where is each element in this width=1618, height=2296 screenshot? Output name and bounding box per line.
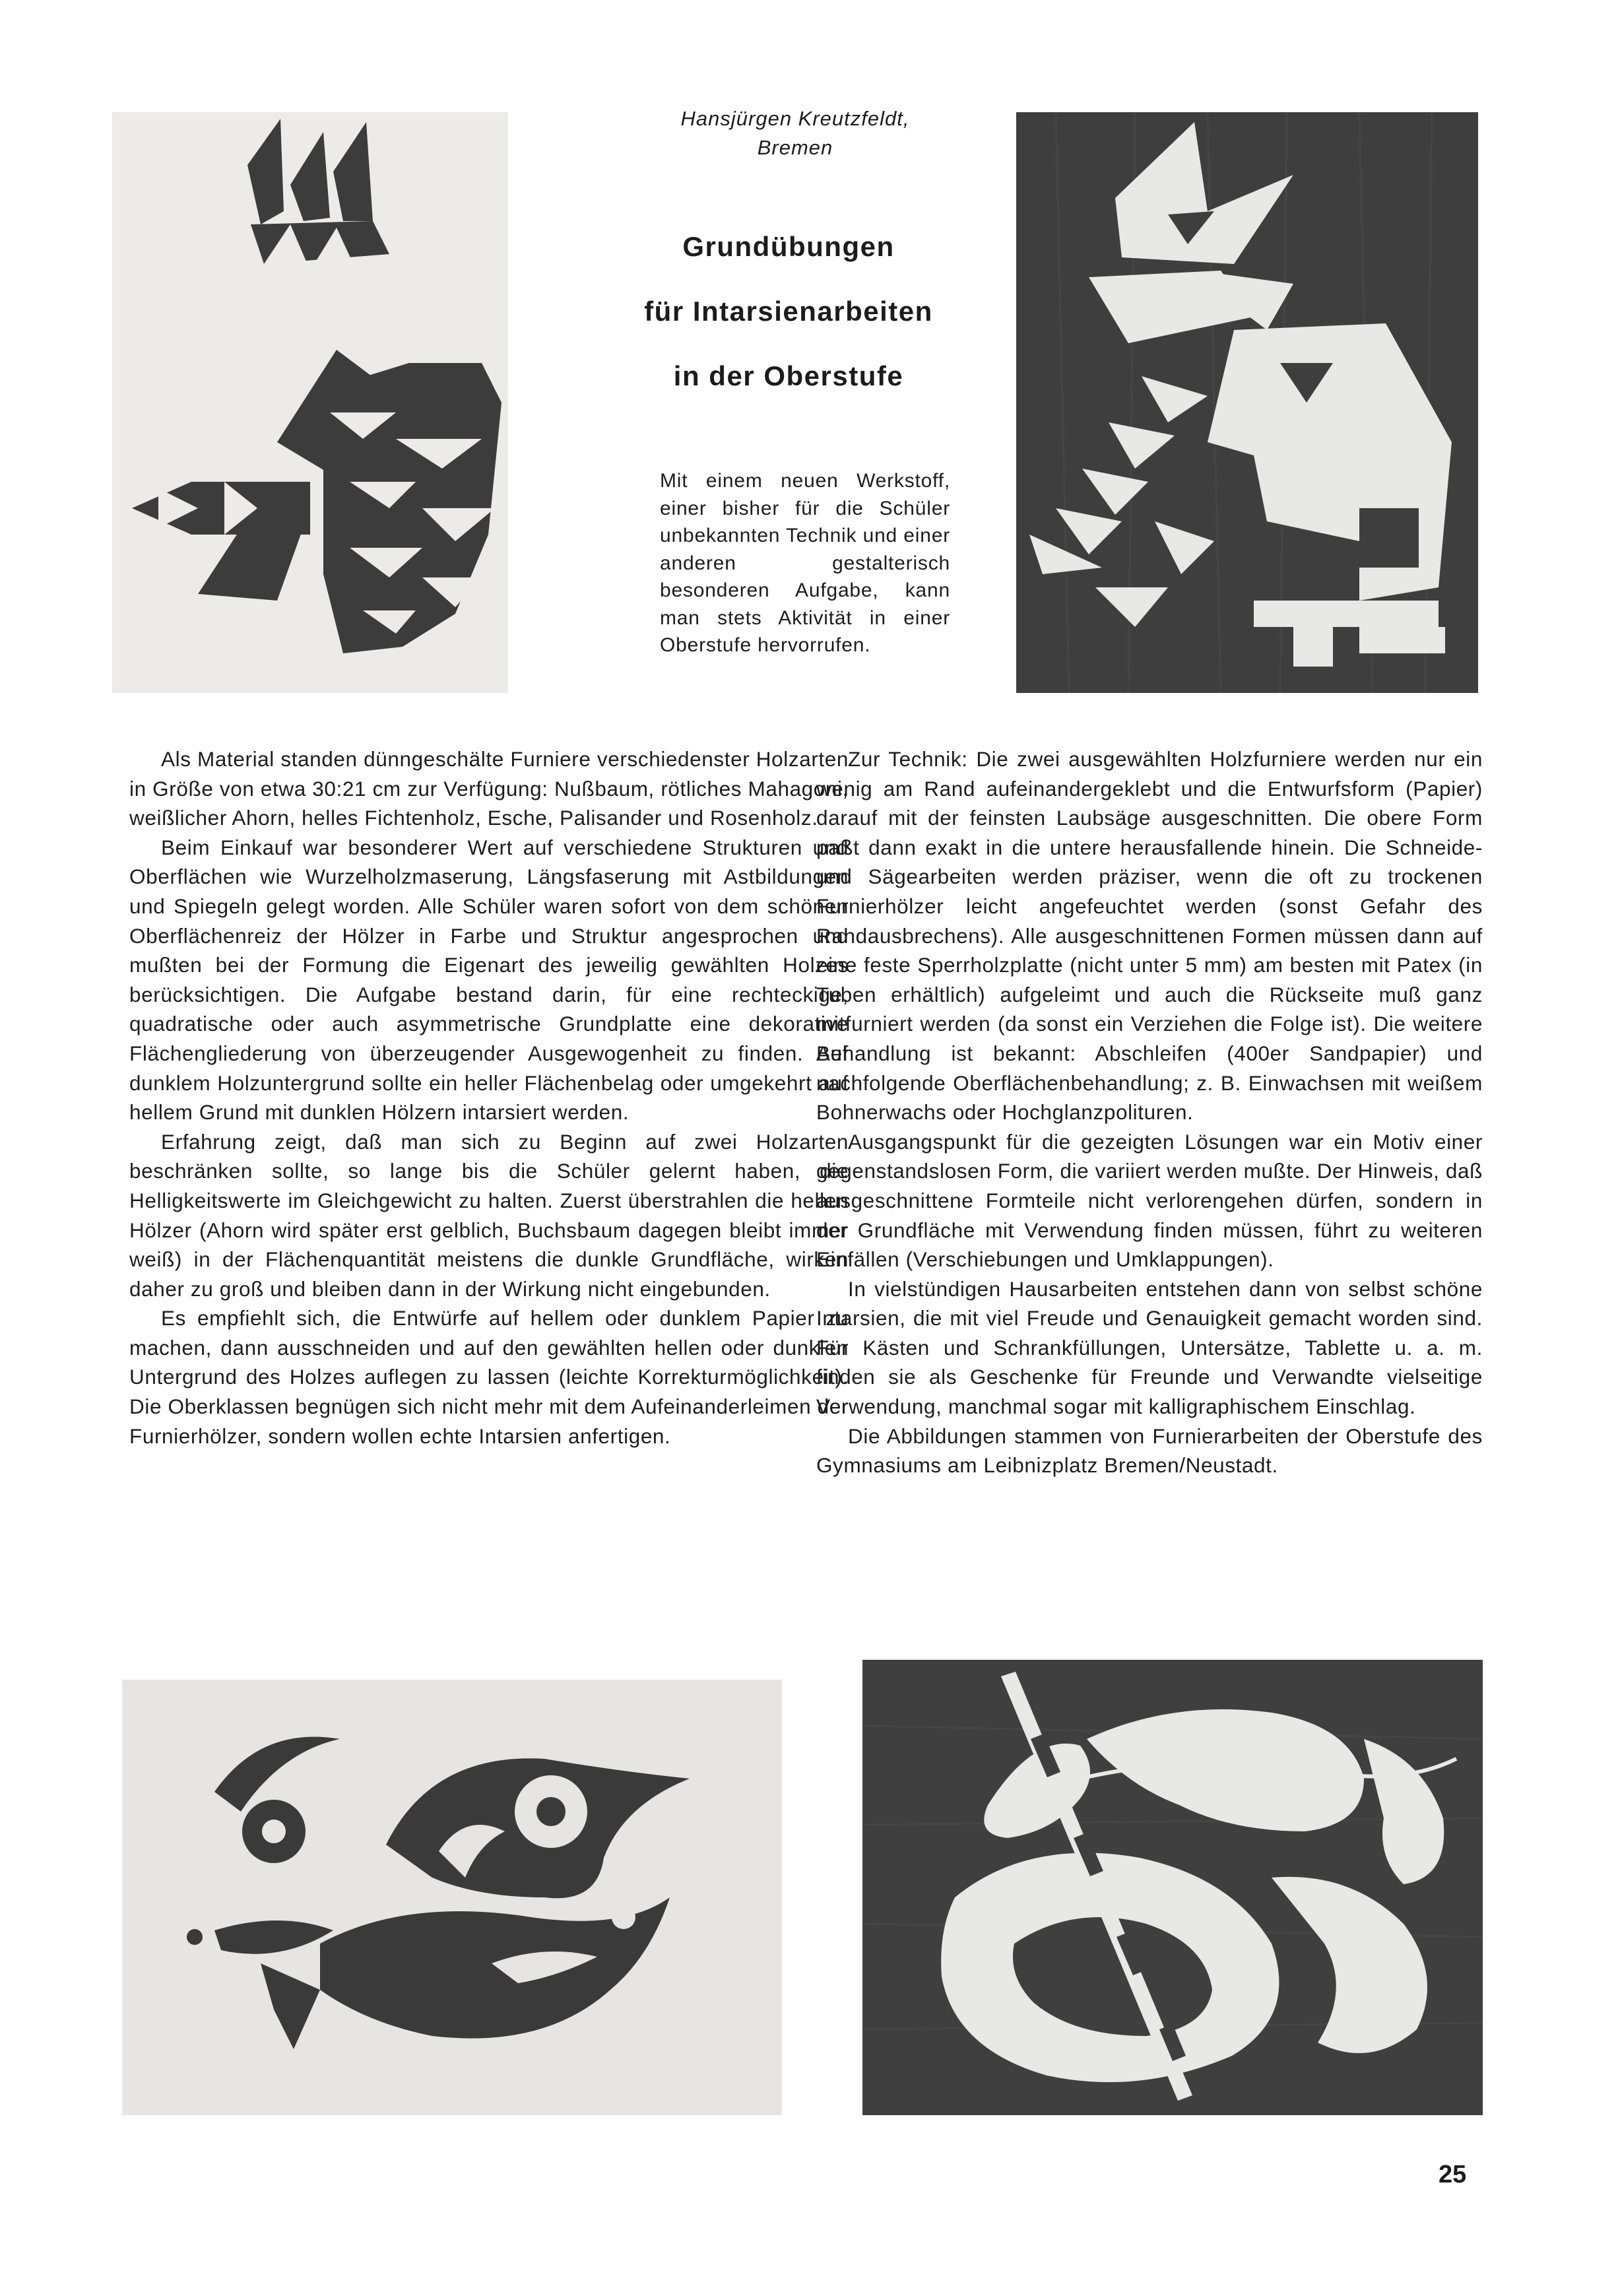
body-paragraph: Es empfiehlt sich, die Entwürfe auf hellem oder dunklem Papier zu machen, dann ausschneiden und auf den gewählten hellen oder dunklen Untergrund des Holzes auflegen zu lassen (leichte Korrekturmöglichkeit). Die Oberklassen begnügen sich nicht mehr mit dem Aufeinanderleimen der Furnierhölzer, sondern wollen echte Intarsien anfertigen. bbox=[129, 1306, 849, 1448]
author-name: Hansjürgen Kreutzfeldt, bbox=[680, 107, 910, 130]
body-paragraph: In vielstündigen Hausarbeiten entstehen dann von selbst schöne Intarsien, die mit viel Freude und Genauigkeit gemacht worden sind. Für Kästen und Schrankfüllungen, Untersätze, Tablette u. a. m. finden sie als Geschenke für Freunde und Verwandte vielseitige Verwendung, manchmal sogar mit kalligraphischem Einschlag. bbox=[816, 1276, 1483, 1419]
body-paragraph: Erfahrung zeigt, daß man sich zu Beginn auf zwei Holzarten beschränken sollte, so lange bis die Schüler gelernt haben, die Helligkeitswerte im Gleichgewicht zu halten. Zuerst überstrahlen die hellen Hölzer (Ahorn wird später erst gelblich, Buchsbaum dagegen bleibt immer weiß) in der Flächenquantität meistens die dunkle Grundfläche, wirken daher zu groß und bleiben dann in der Wirkung nicht eingebunden. bbox=[129, 1129, 849, 1301]
intarsia-figure-1 bbox=[112, 112, 508, 693]
page-number: 25 bbox=[1439, 2161, 1467, 2188]
body-paragraph: Ausgangspunkt für die gezeigten Lösungen war ein Motiv einer gegenstandslosen Form, die variiert werden mußte. Der Hinweis, daß ausgeschnittene Formteile nicht verlorengehen dürfen, sondern in der Grundfläche mit Verwendung finden müssen, führt zu weiteren Einfällen (Verschiebungen und Umklappungen). bbox=[816, 1129, 1483, 1272]
author-city: Bremen bbox=[757, 136, 833, 159]
intarsia-figure-3-artwork bbox=[122, 1680, 782, 2115]
intarsia-figure-1-artwork bbox=[112, 112, 508, 693]
body-column-left bbox=[129, 744, 849, 1451]
intarsia-figure-4 bbox=[862, 1660, 1483, 2115]
body-paragraph: Zur Technik: Die zwei ausgewählten Holzfurniere werden nur ein wenig am Rand aufeinandergeklebt und die Entwurfsform (Papier) darauf mit der feinsten Laubsäge ausgeschnitten. Die obere Form paßt dann exakt in die untere herausfallende hinein. Die Schneide- und Sägearbeiten werden präziser, wenn die oft zu trockenen Furnierhölzer leicht angefeuchtet werden (sonst Gefahr des Randausbrechens). Alle ausgeschnittenen Formen müssen dann auf eine feste Sperrholzplatte (nicht unter 5 mm) am besten mit Patex (in Tuben erhältlich) aufgeleimt und auch die Rückseite muß ganz mitfurniert werden (da sonst ein Verziehen die Folge ist). Die weitere Behandlung ist bekannt: Abschleifen (400er Sandpapier) und nachfolgende Oberflächenbehandlung; z. B. Einwachsen mit weißem Bohnerwachs oder Hochglanzpolituren. bbox=[816, 747, 1483, 1125]
article-title-line-3: in der Oberstufe bbox=[673, 360, 904, 391]
intarsia-figure-2 bbox=[1016, 112, 1478, 693]
article-title-line-2: für Intarsienarbeiten bbox=[644, 296, 933, 327]
intro-paragraph: Mit einem neuen Werkstoff, einer bisher für die Schüler unbekannten Technik und einer anderen gestalterisch besonderen Aufgabe, kann man stets Aktivität in einer Oberstufe hervorrufen. bbox=[660, 470, 950, 656]
body-paragraph: Als Material standen dünngeschälte Furniere verschiedenster Holzarten in Größe von etwa 30:21 cm zur Verfügung: Nußbaum, rötliches Mahagoni, weißlicher Ahorn, helles Fichtenholz, Esche, Palisander und Rosenholz. bbox=[129, 747, 849, 830]
body-paragraph: Beim Einkauf war besonderer Wert auf verschiedene Strukturen und Oberflächen wie Wurzelholzmaserung, Längsfaserung mit Astbildungen und Spiegeln gelegt worden. Alle Schüler waren sofort von dem schönen Oberflächenreiz der Hölzer in Farbe und Struktur angesprochen und mußten bei der Formung die Eigenart des jeweilig gewählten Holzes berücksichtigen. Die Aufgabe bestand darin, für eine rechteckige, quadratische oder auch asymmetrische Grundplatte eine dekorative Flächengliederung von überzeugender Ausgewogenheit zu finden. Auf dunklem Holzuntergrund sollte ein heller Flächenbelag oder umgekehrt auf hellem Grund mit dunklen Hölzern intarsiert werden. bbox=[129, 835, 849, 1125]
intarsia-figure-4-artwork bbox=[862, 1660, 1483, 2115]
body-column-right bbox=[816, 744, 1483, 1480]
intarsia-figure-2-artwork bbox=[1016, 112, 1478, 693]
body-paragraph: Die Abbildungen stammen von Furnierarbeiten der Oberstufe des Gymnasiums am Leibnizplatz Bremen/Neustadt. bbox=[816, 1424, 1483, 1478]
intarsia-figure-3 bbox=[122, 1680, 782, 2115]
article-title-line-1: Grundübungen bbox=[682, 231, 895, 262]
author-byline bbox=[650, 104, 940, 162]
